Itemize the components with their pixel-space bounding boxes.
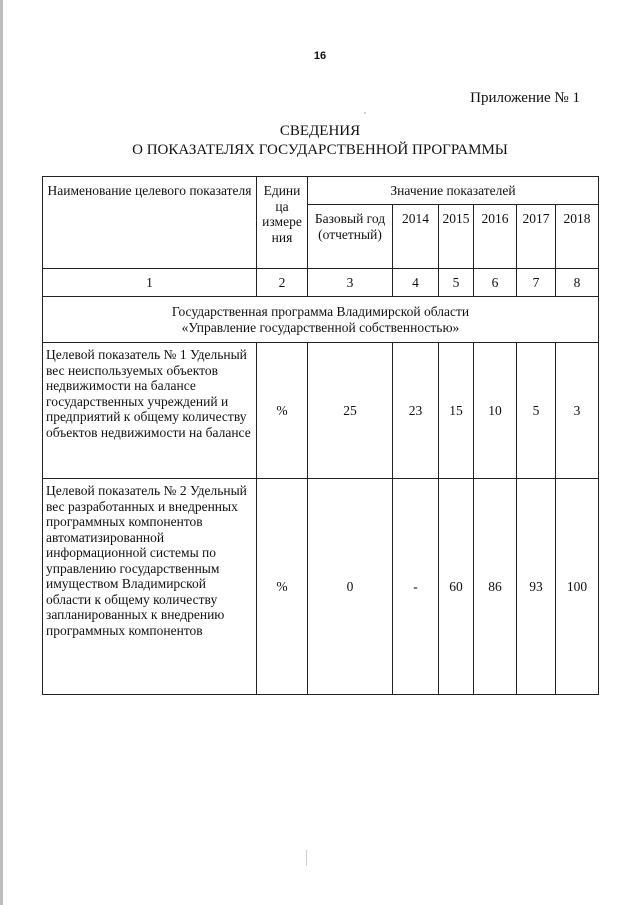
indicator-name: Целевой показатель № 1 Удельный вес неиспользуемых объектов недвижимости на балансе государственных учреждений и предприятий к общему количеству объектов недвижимости на балансе <box>43 343 257 479</box>
header-year-2016: 2016 <box>474 205 517 269</box>
value-2016: 10 <box>474 343 517 479</box>
header-year-2014: 2014 <box>393 205 439 269</box>
column-number-1: 1 <box>43 269 257 297</box>
section-line-2: «Управление государственной собственностью» <box>181 319 460 335</box>
indicator-base-value: 25 <box>308 343 393 479</box>
value-2018: 3 <box>556 343 599 479</box>
indicator-base-value: 0 <box>308 479 393 695</box>
header-year-2017: 2017 <box>517 205 556 269</box>
header-indicator-name: Наименование целевого показателя <box>43 177 257 269</box>
value-2015: 15 <box>439 343 474 479</box>
section-line-1: Государственная программа Владимирской области <box>171 304 470 319</box>
indicators-table <box>42 176 599 695</box>
title-line-2: О ПОКАЗАТЕЛЯХ ГОСУДАРСТВЕННОЙ ПРОГРАММЫ <box>132 142 508 158</box>
header-year-2015: 2015 <box>439 205 474 269</box>
header-year-2018: 2018 <box>556 205 599 269</box>
indicator-unit: % <box>257 343 308 479</box>
value-2015: 60 <box>439 479 474 695</box>
table-row <box>43 343 599 479</box>
value-2014: - <box>393 479 439 695</box>
section-program-title <box>43 297 599 343</box>
header-base-year: Базовый год (отчетный) <box>308 205 393 269</box>
column-number-6: 6 <box>474 269 517 297</box>
column-number-4: 4 <box>393 269 439 297</box>
title-line-1: СВЕДЕНИЯ <box>279 123 361 139</box>
column-number-2: 2 <box>257 269 308 297</box>
appendix-label: Приложение № 1 <box>470 90 580 106</box>
scan-speck <box>306 850 307 866</box>
table-row <box>43 479 599 695</box>
value-2017: 93 <box>517 479 556 695</box>
value-2017: 5 <box>517 343 556 479</box>
value-2016: 86 <box>474 479 517 695</box>
header-unit: Едини ца измере ния <box>257 177 308 269</box>
page-number: 16 <box>313 50 327 62</box>
indicator-name: Целевой показатель № 2 Удельный вес разработанных и внедренных программных компонентов автоматизированной информационной системы по управлению государственным имуществом Владимирской области к общему количеству запланированных к внедрению программных компонентов <box>43 479 257 695</box>
document-heading <box>0 122 640 160</box>
indicator-unit: % <box>257 479 308 695</box>
column-number-8: 8 <box>556 269 599 297</box>
column-number-5: 5 <box>439 269 474 297</box>
value-2018: 100 <box>556 479 599 695</box>
column-number-3: 3 <box>308 269 393 297</box>
scan-speck <box>364 112 366 114</box>
value-2014: 23 <box>393 343 439 479</box>
column-number-7: 7 <box>517 269 556 297</box>
header-values-group: Значение показателей <box>308 177 599 205</box>
